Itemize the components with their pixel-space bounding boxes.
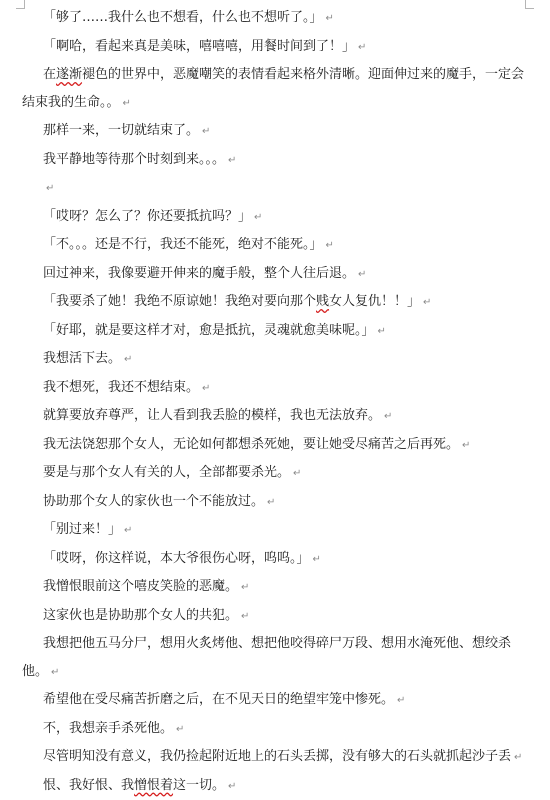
text-run: 这家伙也是协助那个女人的共犯。 xyxy=(43,608,238,623)
paragraph-mark-icon: ↵ xyxy=(123,98,131,109)
paragraph xyxy=(22,317,534,346)
text-run: 这一切。 xyxy=(173,778,225,793)
paragraph-mark-icon: ↵ xyxy=(293,468,301,479)
paragraph-mark-icon: ↵ xyxy=(176,724,184,735)
paragraph xyxy=(22,545,534,574)
paragraph xyxy=(22,374,534,403)
text-run: 「不。。。还是不行，我还不能死，绝对不能死。」 xyxy=(43,237,323,252)
paragraph-mark-icon: ↵ xyxy=(254,212,262,223)
paragraph xyxy=(22,4,534,33)
paragraph xyxy=(22,686,534,715)
text-run: 「别过来！」 xyxy=(43,522,121,537)
text-run: 褪色的世界中，恶魔嘲笑的表情看起来格外清晰。迎面伸过来的魔手，一定会结束我的生命。。 xyxy=(22,67,524,110)
text-run: 「啊哈，看起来真是美味，嘻嘻嘻，用餐时间到了！」 xyxy=(43,39,355,54)
paragraph xyxy=(22,573,534,602)
paragraph xyxy=(22,516,534,545)
paragraph xyxy=(22,345,534,374)
paragraph xyxy=(22,146,534,175)
paragraph-mark-icon: ↵ xyxy=(397,695,405,706)
paragraph xyxy=(22,117,534,146)
paragraph xyxy=(22,459,534,488)
paragraph-mark-icon: ↵ xyxy=(51,667,59,678)
text-run: 我不想死，我还不想结束。 xyxy=(43,380,199,395)
paragraph-mark-icon: ↵ xyxy=(514,752,522,763)
spellcheck-flagged-text: 憎恨着 xyxy=(134,778,173,793)
spellcheck-flagged-text: 遂渐 xyxy=(56,67,82,82)
paragraph xyxy=(22,61,534,117)
text-run: 我平静地等待那个时刻到来。。。 xyxy=(43,152,225,167)
text-run: 我无法饶恕那个女人，无论如何都想杀死她，要让她受尽痛苦之后再死。 xyxy=(43,437,459,452)
paragraph-mark-icon: ↵ xyxy=(202,383,210,394)
paragraph xyxy=(22,715,534,744)
paragraph-mark-icon: ↵ xyxy=(313,554,321,565)
paragraph xyxy=(22,743,534,772)
paragraph xyxy=(22,772,534,800)
text-run: 「哎呀？怎么了？你还要抵抗吗？」 xyxy=(43,209,251,224)
paragraph-mark-icon: ↵ xyxy=(384,411,392,422)
paragraph xyxy=(22,288,534,317)
text-run: 要是与那个女人有关的人，全部都要杀光。 xyxy=(43,465,290,480)
spellcheck-flagged-text: 贱 xyxy=(316,294,329,309)
text-run: 协助那个女人的家伙也一个不能放过。 xyxy=(43,494,264,509)
paragraph-mark-icon: ↵ xyxy=(423,297,431,308)
paragraph xyxy=(22,260,534,289)
paragraph-mark-icon: ↵ xyxy=(228,155,236,166)
paragraph xyxy=(22,231,534,260)
paragraph-mark-icon: ↵ xyxy=(124,354,132,365)
text-run: 那样一来，一切就结束了。 xyxy=(43,123,199,138)
paragraph-mark-icon: ↵ xyxy=(241,582,249,593)
text-run: 我想活下去。 xyxy=(43,351,121,366)
text-run: 女人复仇！！」 xyxy=(329,294,420,309)
text-run: 尽管明知没有意义，我仍捡起附近地上的石头丢掷，没有够大的石头就抓起沙子丢 xyxy=(43,749,511,764)
paragraph-mark-icon: ↵ xyxy=(378,326,386,337)
text-run: 「我要杀了她！我绝不原谅她！我绝对要向那个 xyxy=(43,294,316,309)
paragraph-mark-icon: ↵ xyxy=(267,497,275,508)
text-run: 「够了……我什么也不想看，什么也不想听了。」 xyxy=(43,10,323,25)
paragraph-mark-icon: ↵ xyxy=(462,440,470,451)
paragraph-mark-icon: ↵ xyxy=(46,183,54,194)
paragraph-mark-icon: ↵ xyxy=(124,525,132,536)
text-run: 「好耶，就是要这样才对，愈是抵抗，灵魂就愈美味呢。」 xyxy=(43,323,375,338)
text-run: 希望他在受尽痛苦折磨之后，在不见天日的绝望牢笼中惨死。 xyxy=(43,692,394,707)
paragraph-mark-icon: ↵ xyxy=(358,42,366,53)
paragraph xyxy=(22,602,534,631)
text-run: 就算要放弃尊严，让人看到我丢脸的模样，我也无法放弃。 xyxy=(43,408,381,423)
text-run: 恨、我好恨、我 xyxy=(43,778,134,793)
text-run: 我憎恨眼前这个嘻皮笑脸的恶魔。 xyxy=(43,579,238,594)
paragraph xyxy=(22,630,534,686)
paragraph xyxy=(22,488,534,517)
paragraph xyxy=(22,33,534,62)
paragraph-mark-icon: ↵ xyxy=(358,269,366,280)
paragraph xyxy=(22,431,534,460)
paragraph-mark-icon: ↵ xyxy=(228,781,236,792)
paragraph xyxy=(22,402,534,431)
paragraph-mark-icon: ↵ xyxy=(326,240,334,251)
text-run: 我想把他五马分尸，想用火炙烤他、想把他咬得碎尸万段、想用水淹死他、想绞杀他。 xyxy=(22,636,511,679)
document-body[interactable] xyxy=(22,4,534,800)
paragraph xyxy=(22,174,534,203)
paragraph-mark-icon: ↵ xyxy=(202,126,210,137)
text-run: 回过神来，我像要避开伸来的魔手般，整个人往后退。 xyxy=(43,266,355,281)
text-run: 不，我想亲手杀死他。 xyxy=(43,721,173,736)
text-run: 在 xyxy=(43,67,56,82)
paragraph xyxy=(22,203,534,232)
text-run: 「哎呀，你这样说，本大爷很伤心呀，呜呜。」 xyxy=(43,551,310,566)
paragraph-mark-icon: ↵ xyxy=(326,13,334,24)
paragraph-mark-icon: ↵ xyxy=(241,611,249,622)
